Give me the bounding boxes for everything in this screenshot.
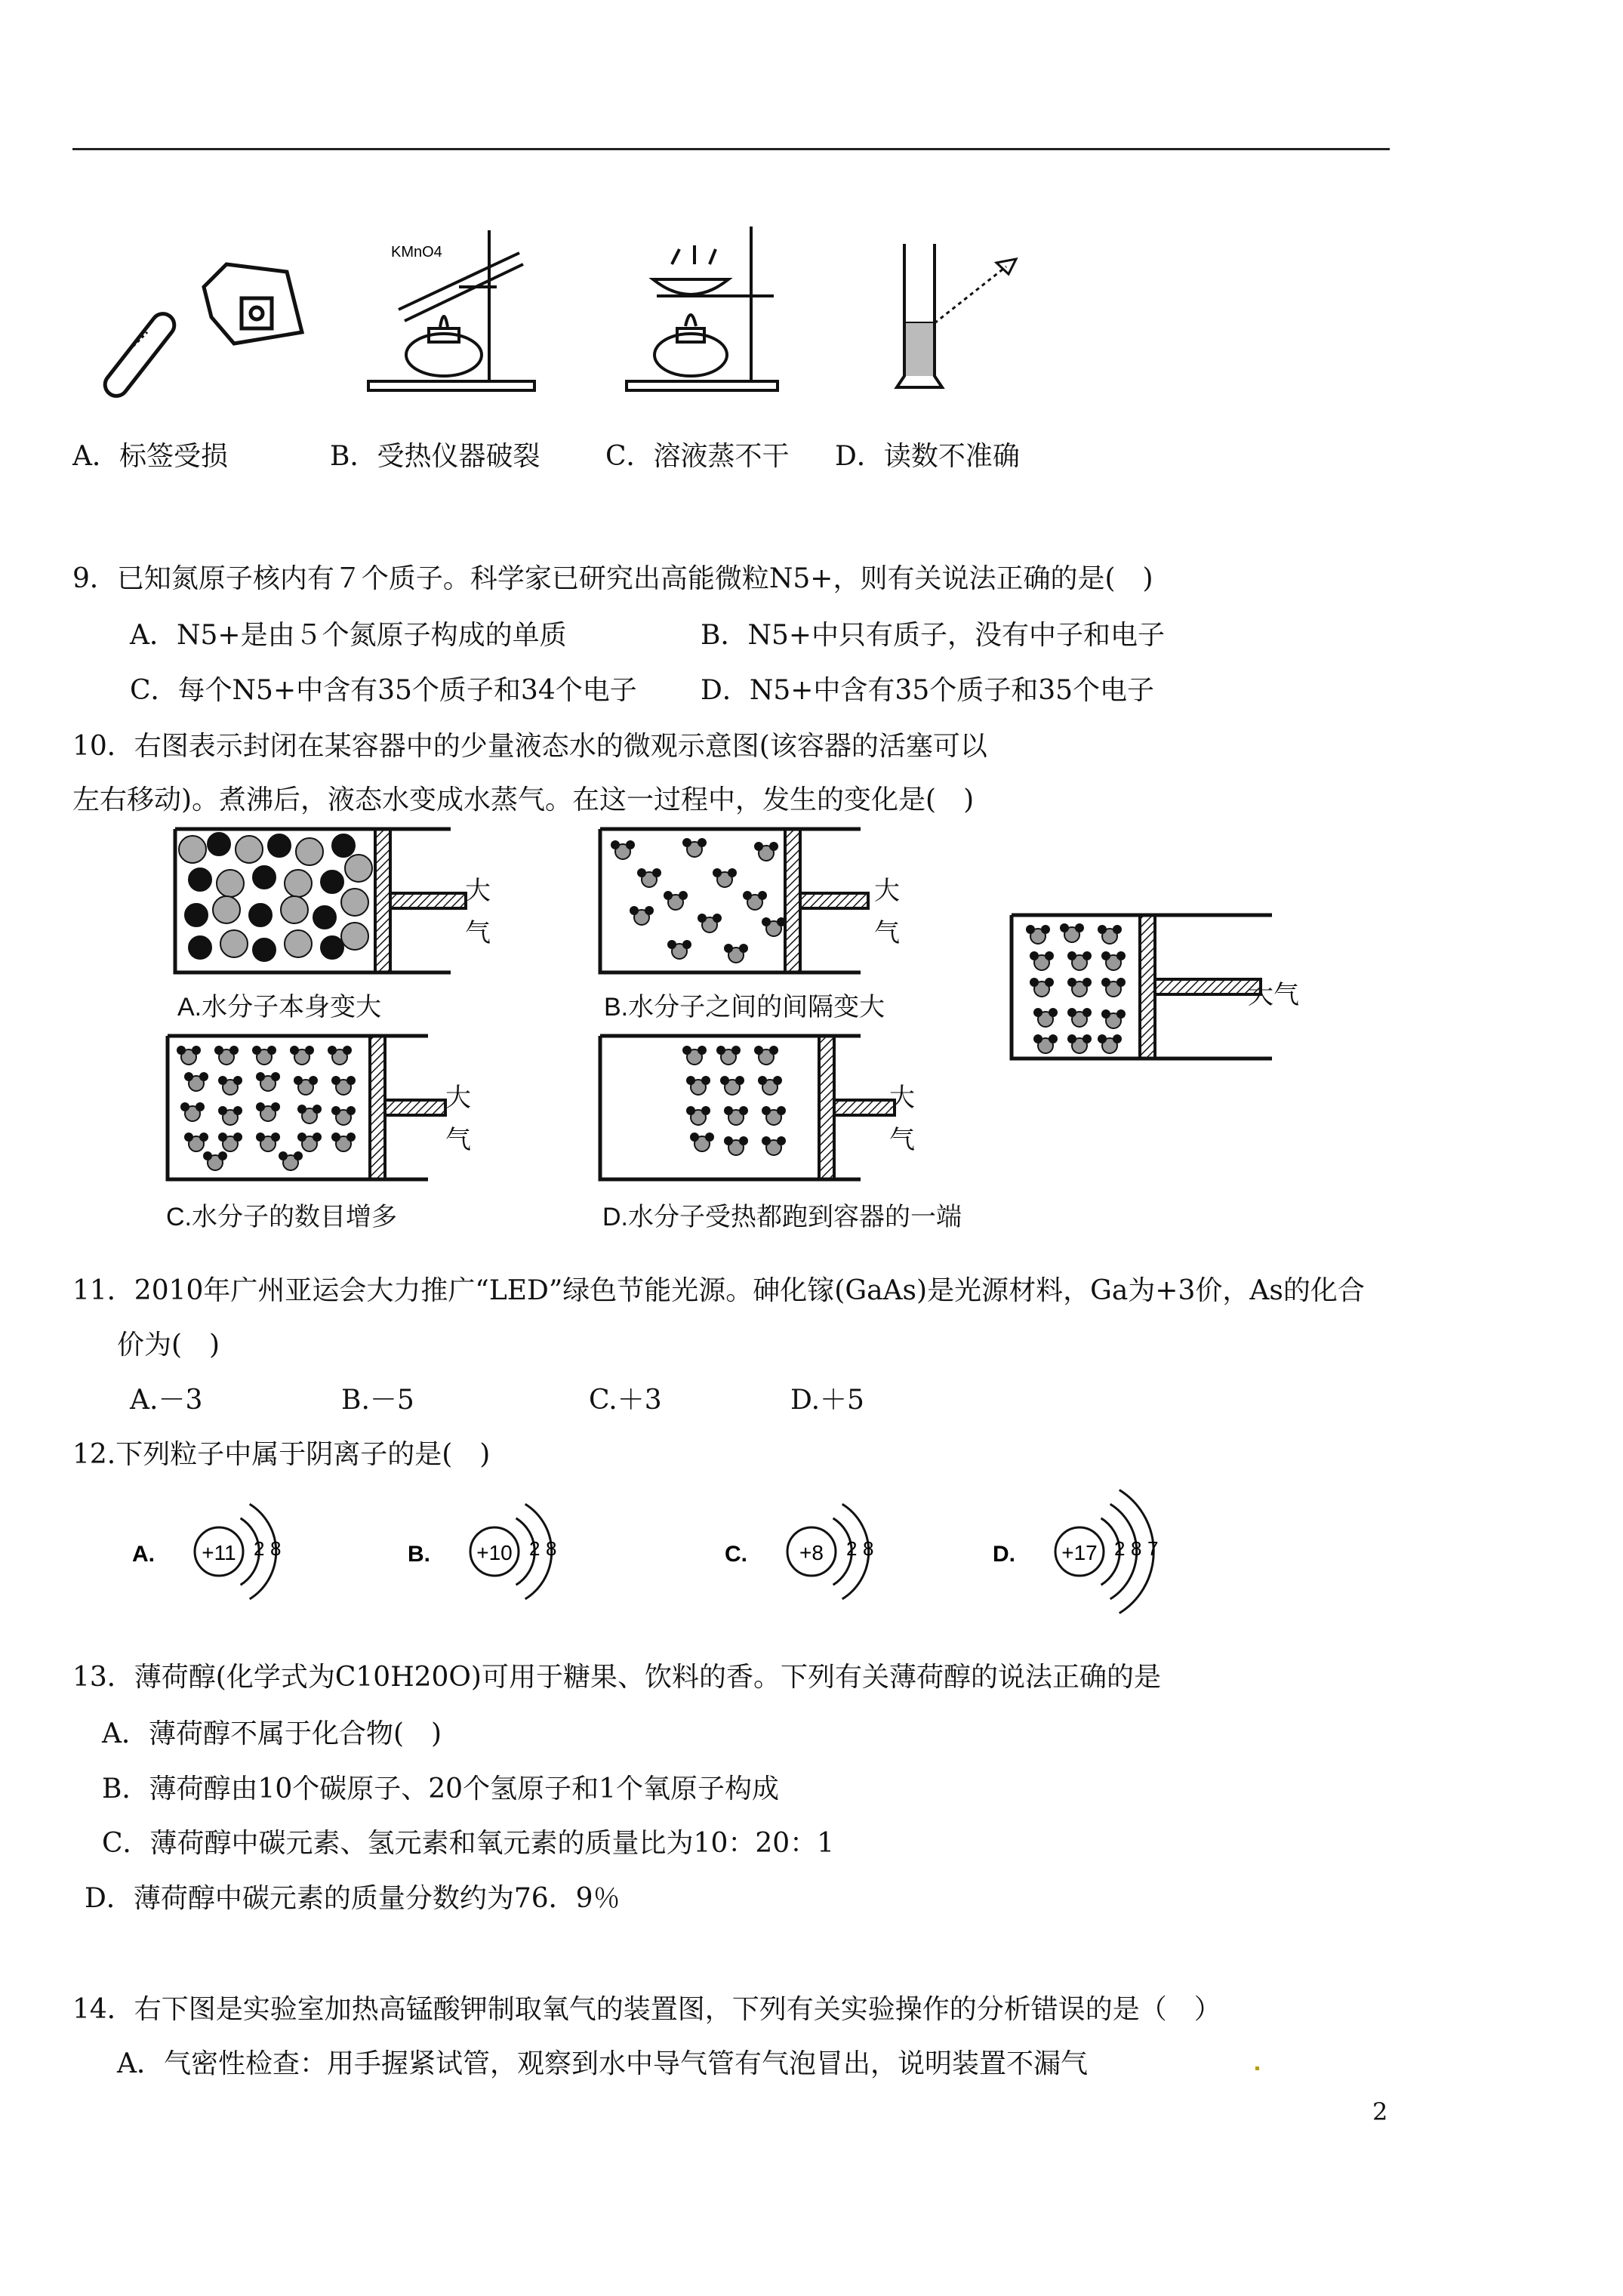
shell-electrons: 2 <box>846 1537 858 1560</box>
shell-electrons: 7 <box>1147 1537 1159 1560</box>
atm-label-c: 大气 <box>445 1083 471 1154</box>
q11-option-b: B.－5 <box>341 1385 414 1416</box>
q10-line1: 10．右图表示封闭在某容器中的少量液态水的微观示意图(该容器的活塞可以 <box>72 731 987 762</box>
shell-electrons: 8 <box>863 1537 874 1560</box>
atom-letter: D. <box>993 1542 1015 1567</box>
shell-electrons: 2 <box>1114 1537 1126 1560</box>
q14-stem: 14．右下图是实验室加热高锰酸钾制取氧气的装置图，下列有关实验操作的分析错误的是（ ） <box>72 1994 1221 2025</box>
piston-diagram-d <box>600 1036 895 1179</box>
shell-electrons: 2 <box>254 1537 265 1560</box>
q10-caption-a: A.水分子本身变大 <box>177 993 382 1022</box>
shell-electrons: 2 <box>529 1537 540 1560</box>
atm-label-b: 大气 <box>874 877 900 948</box>
stray-mark <box>1255 2066 1259 2070</box>
q8-option-a: A．标签受损 <box>72 441 228 472</box>
q13-option-d: D．薄荷醇中碳元素的质量分数约为76．9％ <box>85 1883 621 1914</box>
piston-diagram-c <box>168 1036 445 1179</box>
q11-option-c: C.＋3 <box>589 1385 662 1416</box>
q9-stem: 9．已知氮原子核内有７个质子。科学家已研究出高能微粒N5+，则有关说法正确的是( ) <box>72 563 1153 594</box>
atom-diagram-c <box>725 1504 873 1599</box>
atom-letter: A. <box>132 1542 155 1567</box>
q10-caption-d: D.水分子受热都跑到容器的一端 <box>602 1203 962 1231</box>
q13-option-b: B．薄荷醇由10个碳原子、20个氢原子和1个氧原子构成 <box>102 1774 779 1804</box>
atm-label-ref: 大气 <box>1248 981 1299 1009</box>
q9-option-d: D．N5+中含有35个质子和35个电子 <box>701 675 1155 706</box>
atom-diagram-d <box>993 1490 1158 1613</box>
atom-structure-diagrams <box>0 1495 1623 1601</box>
q10-line2: 左右移动)。煮沸后，液态水变成水蒸气。在这一过程中，发生的变化是( ) <box>72 784 975 815</box>
nucleus-charge: +11 <box>202 1541 236 1564</box>
atm-label-d: 大气 <box>889 1083 915 1154</box>
atom-letter: B. <box>408 1542 430 1567</box>
nucleus-charge: +10 <box>476 1541 513 1564</box>
shell-electrons: 8 <box>1131 1537 1142 1560</box>
q13-stem-text: 13．薄荷醇(化学式为C10H20O)可用于糖果、饮料的香。下列有关薄荷醇的说法正确的是 <box>72 1662 1161 1693</box>
q10-caption-c: C.水分子的数目增多 <box>166 1203 397 1231</box>
q10-caption-b: B.水分子之间的间隔变大 <box>604 993 885 1022</box>
atom-diagram-a <box>132 1504 281 1599</box>
atm-label-a: 大气 <box>465 877 491 948</box>
nucleus-charge: +8 <box>799 1541 824 1564</box>
piston-diagram-b <box>600 829 868 972</box>
q11-option-d: D.＋5 <box>790 1385 864 1416</box>
kmno4-label: KMnO4 <box>391 244 442 260</box>
q9-option-c: C．每个N5+中含有35个质子和34个电子 <box>130 675 637 706</box>
q13-stem <box>72 1661 1161 1694</box>
q12-stem: 12.下列粒子中属于阴离子的是( ) <box>72 1439 491 1470</box>
q13-option-c: C．薄荷醇中碳元素、氢元素和氧元素的质量比为10：20：1 <box>102 1828 835 1859</box>
q11-option-a: A.－3 <box>130 1385 203 1416</box>
piston-diagram-reference <box>1012 915 1272 1059</box>
shell-electrons: 8 <box>546 1537 557 1560</box>
q14-option-a: A．气密性检查：用手握紧试管，观察到水中导气管有气泡冒出，说明装置不漏气 <box>117 2048 1088 2079</box>
q8-option-d: D．读数不准确 <box>835 441 1020 472</box>
q13-option-a: A．薄荷醇不属于化合物( ) <box>102 1718 442 1749</box>
shell-electrons: 8 <box>270 1537 282 1560</box>
nucleus-charge: +17 <box>1061 1541 1098 1564</box>
atom-letter: C. <box>725 1542 747 1567</box>
atom-diagram-b <box>408 1504 556 1599</box>
q9-option-b: B．N5+中只有质子，没有中子和电子 <box>701 620 1166 651</box>
q8-option-b: B．受热仪器破裂 <box>330 441 540 472</box>
piston-diagram-a <box>175 829 466 972</box>
q11-line2: 价为( ) <box>117 1330 220 1361</box>
q11-line1: 11．2010年广州亚运会大力推广“LED”绿色节能光源。砷化镓(GaAs)是光源材料，Ga为+3价，As的化合 <box>72 1275 1365 1306</box>
page-number: 2 <box>1372 2097 1388 2126</box>
q8-option-c: C．溶液蒸不干 <box>605 441 790 472</box>
q9-option-a: A．N5+是由５个氮原子构成的单质 <box>130 620 567 651</box>
